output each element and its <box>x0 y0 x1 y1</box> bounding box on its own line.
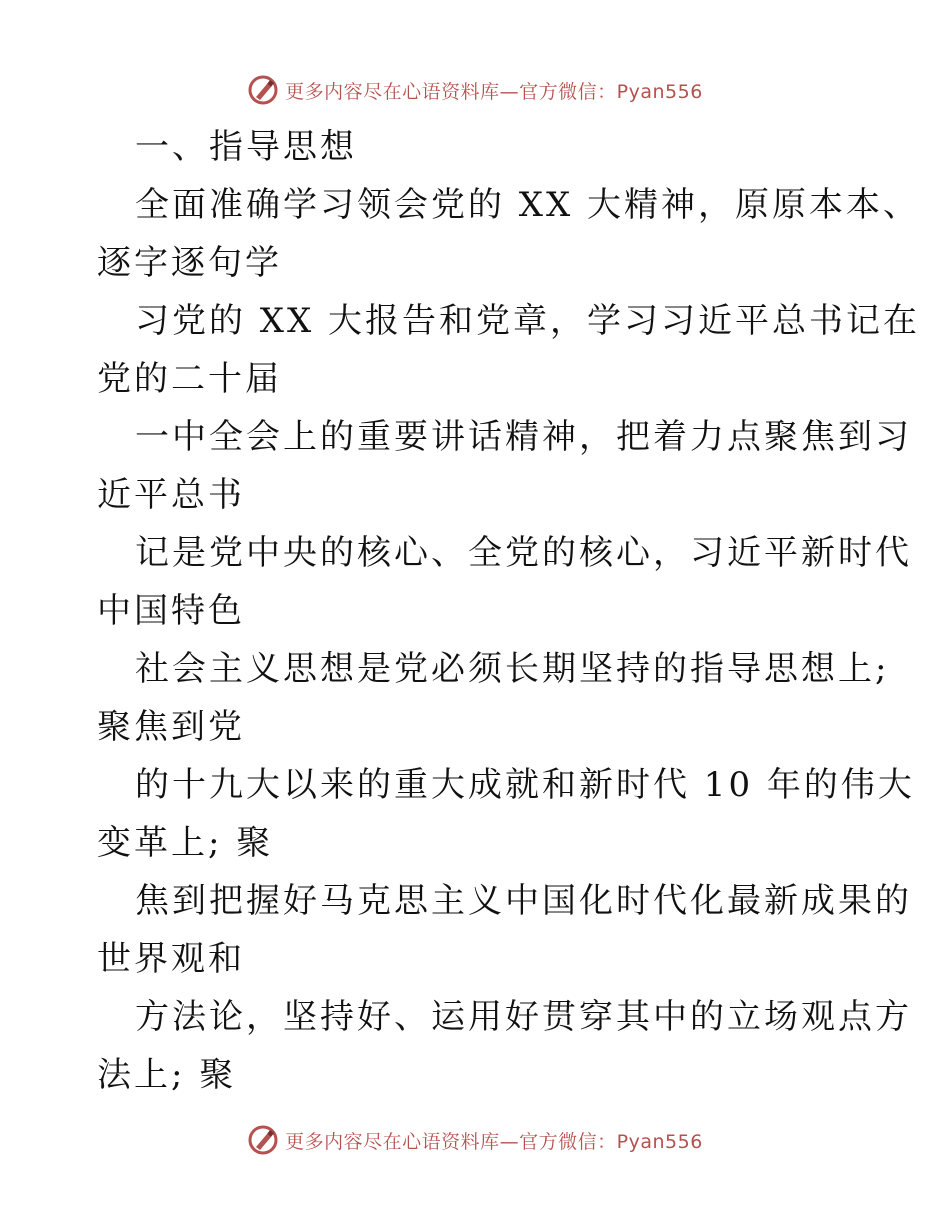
document-body <box>97 118 921 1104</box>
paragraph-line: 方法论，坚持好、运用好贯穿其中的立场观点方 <box>135 997 912 1037</box>
paragraph-line: 党的二十届 <box>97 359 282 399</box>
paragraph-line: 逐字逐句学 <box>97 243 282 283</box>
paragraph-line: 全面准确学习领会党的 XX 大精神，原原本本、 <box>135 185 921 225</box>
footer-banner <box>0 1120 950 1160</box>
pen-logo-icon <box>247 1124 279 1156</box>
paragraph-line: 习党的 XX 大报告和党章，学习习近平总书记在 <box>135 301 921 341</box>
header-banner <box>0 70 950 110</box>
paragraph-line: 变革上; 聚 <box>97 823 274 863</box>
paragraph-line: 一中全会上的重要讲话精神，把着力点聚焦到习 <box>135 417 912 457</box>
section-heading: 一、指导思想 <box>135 127 357 167</box>
paragraph-line: 法上; 聚 <box>97 1055 237 1095</box>
footer-banner-text: 更多内容尽在心语资料库—官方微信：Pyan556 <box>285 1130 703 1153</box>
paragraph-line: 聚焦到党 <box>97 707 245 747</box>
paragraph-line: 社会主义思想是党必须长期坚持的指导思想上; <box>135 649 890 689</box>
paragraph-line: 世界观和 <box>97 939 245 979</box>
pen-logo-icon <box>247 74 279 106</box>
header-banner-text: 更多内容尽在心语资料库—官方微信：Pyan556 <box>285 80 703 103</box>
paragraph-line: 近平总书 <box>97 475 245 515</box>
paragraph-line: 中国特色 <box>97 591 245 631</box>
paragraph-line: 记是党中央的核心、全党的核心，习近平新时代 <box>135 533 912 573</box>
paragraph-line: 的十九大以来的重大成就和新时代 10 年的伟大 <box>135 765 915 805</box>
paragraph-line: 焦到把握好马克思主义中国化时代化最新成果的 <box>135 881 912 921</box>
